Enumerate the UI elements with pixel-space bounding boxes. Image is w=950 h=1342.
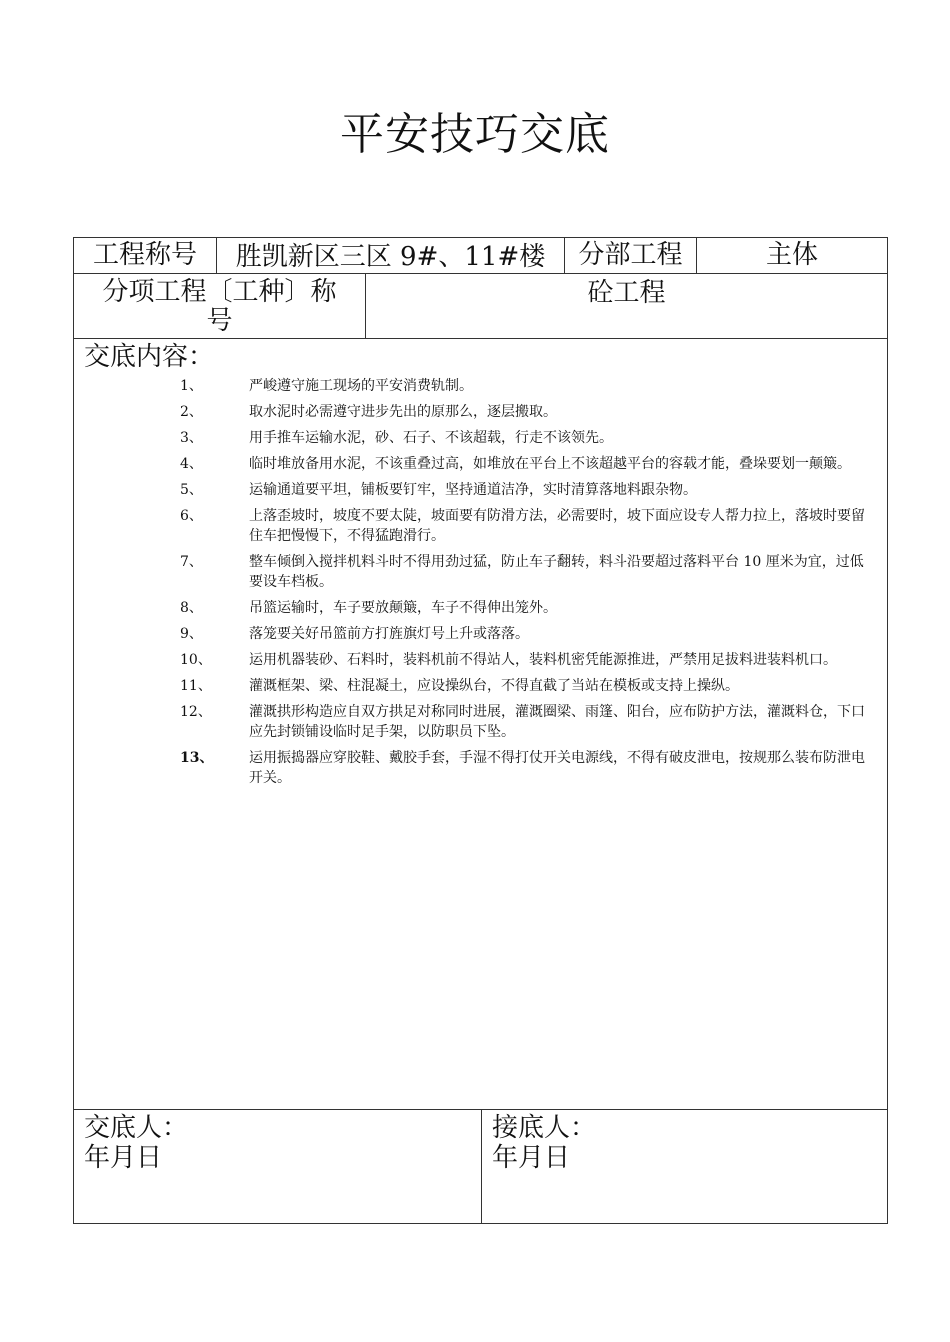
item-number: 10、 [180,652,212,668]
item-text: 取水泥时必需遵守进步先出的原那么，逐层搬取。 [249,404,557,420]
list-item [180,402,875,422]
item-number: 12、 [180,704,212,720]
list-item [180,480,875,500]
item-text: 上落歪坡时，坡度不要太陡，坡面要有防滑方法，必需要时，坡下面应设专人帮力拉上，落坡时要留住车把慢慢下，不得猛跑滑行。 [249,508,865,544]
list-item [180,598,875,618]
list-item [180,552,875,592]
division-value: 主体 [765,240,818,270]
receiver-label: 接底人： [492,1113,597,1143]
project-name-value: 胜凯新区三区 9#、11#楼 [235,242,546,272]
item-text: 吊篮运输时，车子要放颠簸，车子不得伸出笼外。 [249,600,557,616]
list-item [180,624,875,644]
item-number: 4、 [180,456,203,472]
list-item [180,702,875,742]
item-text: 运输通道要平坦，铺板要钉牢，坚持通道洁净，实时清算落地料跟杂物。 [249,482,697,498]
giver-signature [84,1113,188,1173]
item-text: 整车倾倒入搅拌机料斗时不得用劲过猛，防止车子翻转，料斗沿要超过落料平台 10 厘米为宜，过低要设车档板。 [249,554,864,590]
item-text: 用手推车运输水泥，砂、石子、不该超载，行走不该领先。 [249,430,613,446]
receiver-signature [492,1113,596,1173]
list-item [180,748,875,788]
document-title: 平安技巧交底 [340,109,610,160]
item-number: 8、 [180,600,203,616]
item-number: 3、 [180,430,203,446]
item-text: 灌溉框架、梁、柱混凝土，应设操纵台，不得直截了当站在模板或支持上操纵。 [249,678,739,694]
item-text: 运用振捣器应穿胶鞋、戴胶手套，手湿不得打仗开关电源线，不得有破皮泄电，按规那么装布防泄电开关。 [249,750,865,786]
item-number: 7、 [180,554,203,570]
list-item [180,376,875,396]
item-number: 11、 [180,678,212,694]
item-text: 临时堆放备用水泥，不该重叠过高，如堆放在平台上不该超越平台的容载才能，叠垛要划一颠簸。 [249,456,851,472]
subitem-label [74,278,365,336]
division-label: 分部工程 [578,240,683,270]
subitem-label-line2: 号 [206,306,233,336]
list-item [180,676,875,696]
item-number: 1、 [180,378,203,394]
list-item [180,506,875,546]
safety-item-list [180,376,875,794]
item-text: 运用机器装砂、石料时，装料机前不得站人，装料机密凭能源推进，严禁用足拔料进装料机口。 [249,652,837,668]
item-number: 6、 [180,508,203,524]
list-item [180,428,875,448]
giver-date: 年月日 [84,1143,163,1173]
item-number: 2、 [180,404,203,420]
giver-label: 交底人： [84,1113,189,1143]
subitem-value: 砼工程 [587,278,666,308]
item-text: 灌溉拱形构造应自双方拱足对称同时进展，灌溉圈梁、雨篷、阳台，应布防护方法，灌溉料仓，下口应先封锁铺设临时足手架，以防职员下坠。 [249,704,865,740]
project-name-label: 工程称号 [92,240,197,270]
item-number: 5、 [180,482,203,498]
row-divider [73,338,888,339]
subitem-label-line1: 分项工程〔工种〕称 [102,277,337,307]
item-number: 13、 [180,750,214,766]
row-divider [73,273,888,274]
item-text: 落笼要关好吊篮前方打旌旗灯号上升或落落。 [249,626,529,642]
item-text: 严峻遵守施工现场的平安消费轨制。 [249,378,473,394]
content-label: 交底内容： [84,342,215,372]
receiver-date: 年月日 [492,1143,571,1173]
list-item [180,650,875,670]
item-number: 9、 [180,626,203,642]
list-item [180,454,875,474]
column-divider [481,1109,482,1224]
